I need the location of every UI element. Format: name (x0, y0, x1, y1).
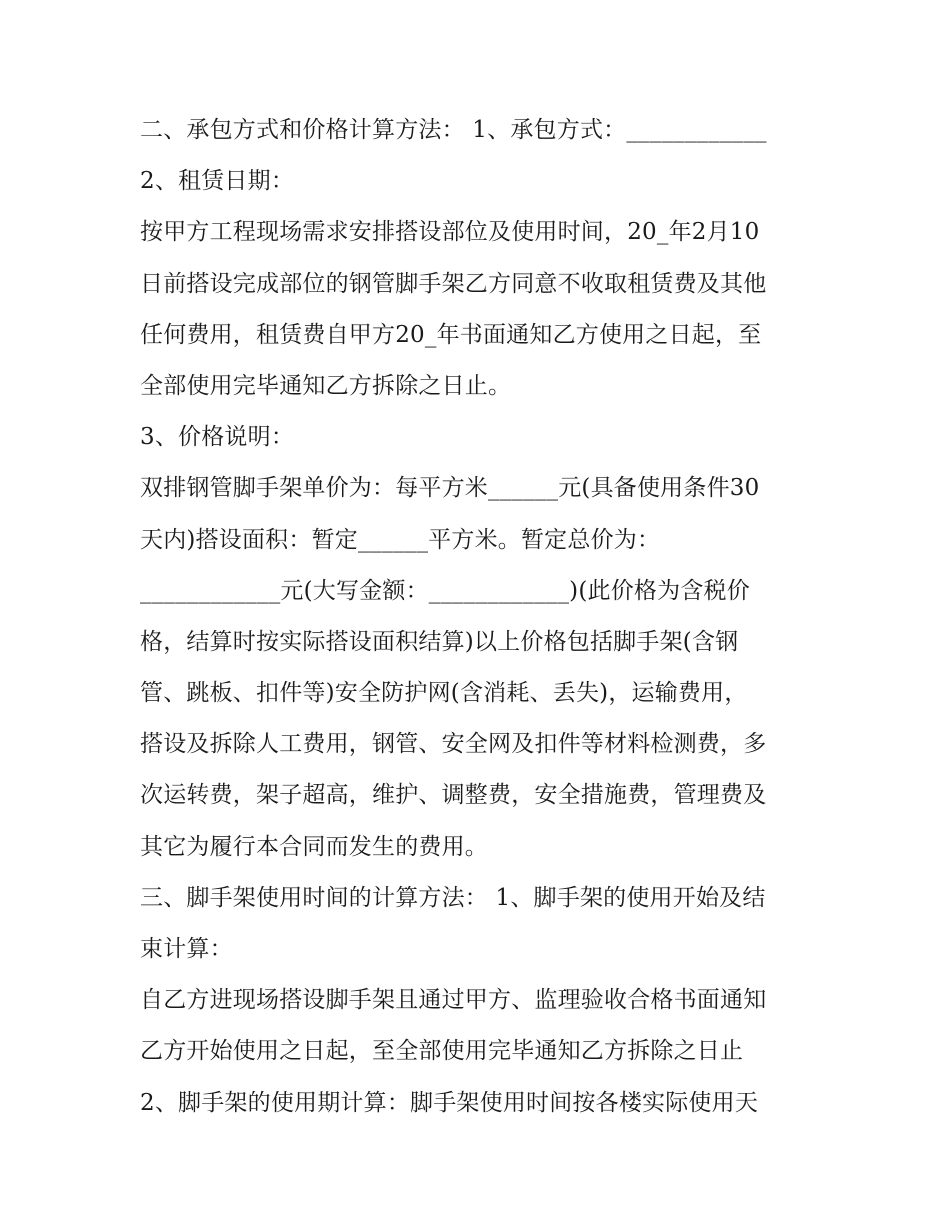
section-heading-contract-method: 二、承包方式和价格计算方法： 1、承包方式：____________ (140, 117, 767, 143)
paragraph-line: 任何费用，租赁费自甲方20_年书面通知乙方使用之日起，至 (140, 321, 762, 348)
paragraph-line: 自乙方进现场搭设脚手架且通过甲方、监理验收合格书面通知 (140, 987, 767, 1014)
paragraph-line: 双排钢管脚手架单价为：每平方米______元(具备使用条件30 (140, 475, 760, 502)
paragraph-line: 全部使用完毕通知乙方拆除之日止。 (140, 372, 512, 399)
paragraph-line: 按甲方工程现场需求安排搭设部位及使用时间，20_年2月10 (140, 219, 760, 246)
paragraph-line: 天内)搭设面积：暂定______平方米。暂定总价为： (140, 526, 661, 553)
paragraph-line: 束计算： (140, 936, 233, 962)
document-body (140, 105, 820, 1129)
paragraph-line: ____________元(大写金额：____________)(此价格为含税价 (140, 577, 750, 604)
paragraph-line: 搭设及拆除人工费用，钢管、安全网及扣件等材料检测费，多 (140, 731, 767, 758)
paragraph-line: 管、跳板、扣件等)安全防护网(含消耗、丢失)，运输费用， (140, 680, 748, 707)
paragraph-line: 次运转费，架子超高，维护、调整费，安全措施费，管理费及 (140, 782, 767, 809)
price-description-heading: 3、价格说明： (140, 424, 295, 451)
paragraph-line: 格，结算时按实际搭设面积结算)以上价格包括脚手架(含钢 (140, 628, 739, 655)
paragraph-line: 乙方开始使用之日起，至全部使用完毕通知乙方拆除之日止 (140, 1038, 744, 1065)
paragraph-line: 日前搭设完成部位的钢管脚手架乙方同意不收取租赁费及其他 (140, 270, 767, 297)
section-heading-usage-time: 三、脚手架使用时间的计算方法： 1、脚手架的使用开始及结 (140, 884, 766, 911)
rental-date-heading: 2、租赁日期： (140, 168, 295, 195)
usage-period-heading: 2、脚手架的使用期计算：脚手架使用时间按各楼实际使用天 (140, 1089, 759, 1116)
paragraph-line: 其它为履行本合同而发生的费用。 (140, 833, 488, 860)
